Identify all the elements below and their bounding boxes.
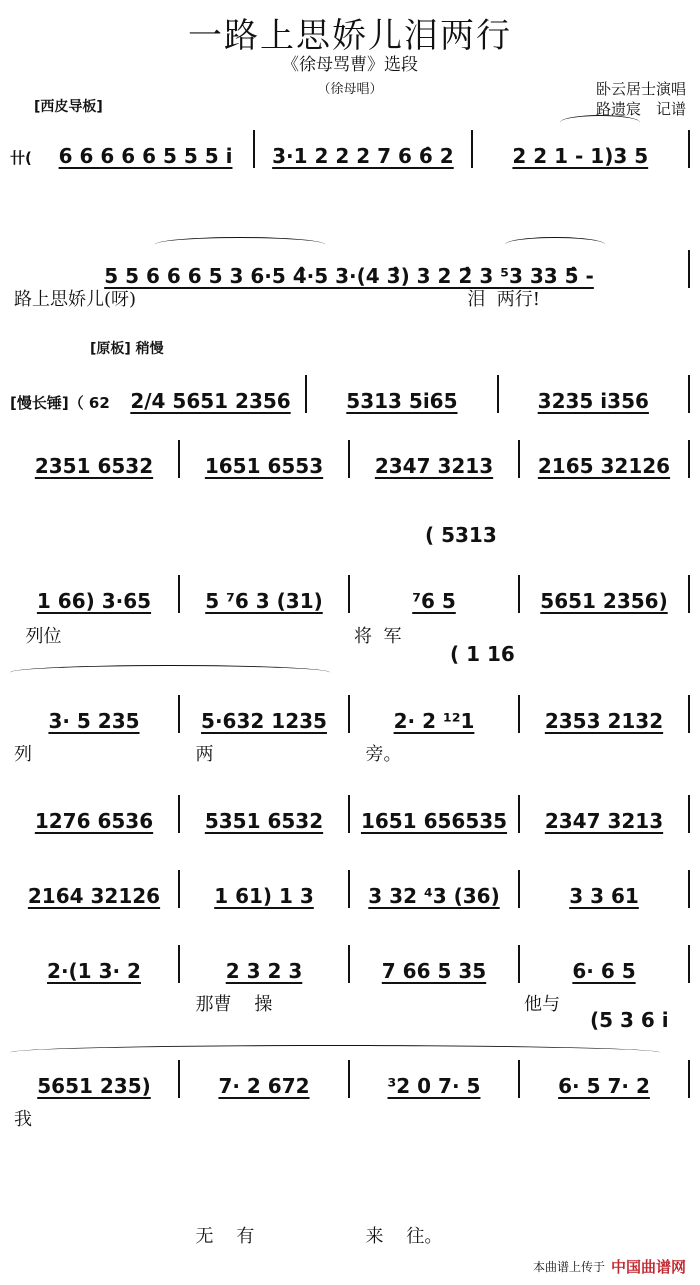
song-title: 一路上思娇儿泪两行: [188, 16, 512, 56]
measure: 6 6 6 6 6 5 5 5 i̇: [58, 144, 233, 168]
tempo-main: [原板] 稍慢: [90, 341, 164, 357]
lyric: 泪 两行!: [467, 289, 541, 310]
row-prefix: 卄(: [10, 149, 32, 167]
measure: 1651 656535: [360, 809, 508, 833]
lyric: [184, 622, 354, 648]
measure: 6· 5 7· 2: [558, 1074, 650, 1098]
measure: 5351 6532: [204, 809, 324, 833]
slur: [10, 1045, 660, 1060]
footer: [533, 1256, 686, 1277]
performer-credit: 卧云居士演唱: [595, 80, 686, 98]
lyric: 无 有: [184, 1226, 255, 1247]
upper-notes: ( 5313: [425, 523, 497, 547]
measure: 2 2 1 - 1)3 5: [512, 144, 649, 168]
footer-text: 本曲谱上传于: [532, 1260, 605, 1274]
measure: 3· 5 235: [48, 709, 140, 733]
lyric: 来 往。: [354, 1226, 443, 1247]
measure: 5 ⁷6 3 (31): [205, 589, 323, 613]
slur: [155, 237, 325, 252]
measure: 7· 2 672: [218, 1074, 310, 1098]
upper-notes: (5 3 6 i: [590, 1008, 669, 1032]
measure: 5 5 6 6 6 5 3 6·5 4̂·5 3·(4 3̂) 3 2 2̂ 3 ⁵3 33 5̂ -: [104, 264, 594, 288]
measure: 2347 3213: [374, 454, 494, 478]
measure: 5651 235): [37, 1074, 151, 1098]
score-row: [10, 130, 690, 168]
measure: 2347 3213: [544, 809, 664, 833]
site-logo[interactable]: 中国曲谱网: [610, 1258, 686, 1276]
measure: 1276 6536: [34, 809, 154, 833]
slur: [505, 237, 605, 252]
lyric: [524, 1222, 694, 1248]
score-row: [10, 375, 690, 413]
score-row: [10, 250, 690, 288]
score-row: [10, 870, 690, 908]
score-row: [10, 575, 690, 613]
barline: [688, 795, 690, 833]
barline: [688, 250, 690, 288]
score-row: [10, 695, 690, 733]
lyric: [524, 740, 694, 766]
measure: 2·(1 3· 2: [47, 959, 141, 983]
lyric: [354, 1105, 524, 1131]
lyric: [524, 622, 694, 648]
lyric: [14, 1222, 184, 1248]
measure: 2/4 5651 2356: [130, 389, 291, 413]
lyric: 列: [14, 744, 32, 765]
lyric: [524, 1105, 694, 1131]
measure: 6· 6 5: [572, 959, 636, 983]
notator-credit: 路遗宸 记谱: [595, 100, 686, 118]
role-label: （徐母唱）: [317, 82, 383, 97]
measure: 2351 6532: [34, 454, 154, 478]
measure: ³2 0 7· 5: [387, 1074, 481, 1098]
measure: 3 32 ⁴3 (36): [368, 884, 500, 908]
upper-notes: ( 1 16: [450, 642, 515, 666]
tempo-intro: [西皮导板]: [34, 99, 103, 115]
lyrics-line: [14, 1222, 694, 1248]
lyric: 旁。: [354, 744, 402, 765]
measure: 2165 32126: [537, 454, 671, 478]
measure: 2353 2132: [544, 709, 664, 733]
lyric: [184, 1105, 354, 1131]
measure: 2164 32126: [27, 884, 161, 908]
lyric: 他与: [524, 994, 560, 1015]
lyrics-line: [14, 1105, 694, 1131]
barline: [688, 695, 690, 733]
lyric: 那曹 操: [184, 994, 273, 1015]
slur: [560, 115, 640, 130]
score-row: [10, 1060, 690, 1098]
opera-excerpt: 《徐母骂曹》选段: [282, 55, 418, 75]
row-prefix: [慢长锤]（ 62: [10, 394, 110, 412]
barline: [688, 375, 690, 413]
lyric: 将 军: [354, 626, 402, 647]
measure: 2 3 2 3: [225, 959, 303, 983]
measure: ⁷6 5: [412, 589, 456, 613]
score-row: [10, 945, 690, 983]
lyric: 两: [184, 744, 214, 765]
lyric: 列位: [14, 626, 62, 647]
lyric: [14, 990, 184, 1016]
measure: 3 3 61: [569, 884, 639, 908]
score-row: [10, 795, 690, 833]
barline: [688, 575, 690, 613]
lyric: [354, 990, 524, 1016]
lyrics-line: [14, 622, 694, 648]
barline: [688, 870, 690, 908]
lyric: [241, 285, 468, 311]
measure: 3235 i356: [537, 389, 649, 413]
lyrics-line: [14, 285, 694, 311]
lyric: 路上思娇儿(呀): [14, 289, 137, 310]
measure: 3·1 2 2 2 7 6 6̂ 2: [272, 144, 454, 168]
measure: 2· 2 ¹²1: [393, 709, 475, 733]
barline: [688, 1060, 690, 1098]
barline: [688, 440, 690, 478]
measure: 5651 2356): [540, 589, 668, 613]
lyric: 我: [14, 1109, 32, 1130]
barline: [688, 130, 690, 168]
measure: 7 66 5 35: [381, 959, 487, 983]
barline: [688, 945, 690, 983]
score-row: [10, 440, 690, 478]
slur: [10, 665, 330, 680]
measure: 1 66) 3·65: [36, 589, 152, 613]
measure: 5·632 1235: [201, 709, 327, 733]
lyrics-line: [14, 740, 694, 766]
measure: 1 61) 1 3: [214, 884, 314, 908]
measure: 1651 6553: [204, 454, 324, 478]
measure: 5313 5i65: [346, 389, 458, 413]
